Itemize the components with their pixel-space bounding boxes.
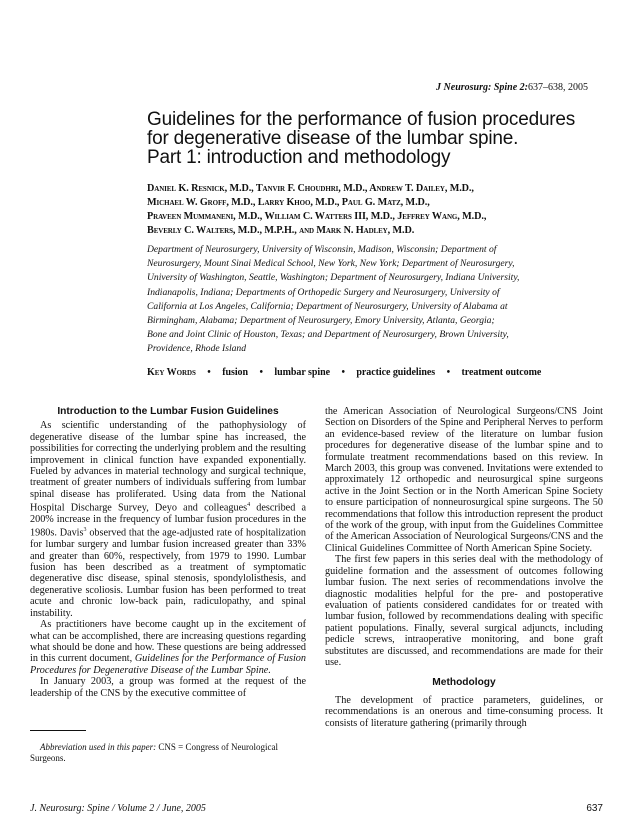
right-column (325, 406, 603, 729)
paragraph-text: described a 200% increase in the frequency of lumbar fusion procedures in the 1980s. Davis (30, 502, 306, 539)
keyword: practice guidelines (356, 367, 436, 378)
journal-citation (436, 82, 588, 93)
keyword-separator: • (259, 367, 263, 378)
reference-marker: 3 (83, 527, 87, 534)
keyword-separator: • (446, 367, 451, 378)
affiliation-line: California at Los Angeles, California; Department of Neurosurgery, University of Alabama at (147, 300, 508, 312)
paragraph: The first few papers in this series deal with the methodology of guideline formation and the assessment of outcomes following lumbar fusion. The next series of recommendations involve the diagnostic modalities helpful for the pre- and postoperative evaluation of patients considered candidates for or treated with lumbar fusion, followed by recommendations dealing with specific patient populations. Finally, several surgical adjuncts, including pedicle screws, intraoperative monitoring, and bone graft substitutes are discussed, and recommendations are made for their use. (325, 554, 603, 668)
paragraph (30, 619, 306, 676)
footnote-label: Abbreviation used in this paper: (40, 742, 157, 752)
keywords-line (147, 367, 541, 378)
footnote-divider (30, 730, 86, 731)
left-column (30, 406, 306, 699)
affiliation-line: University of Washington, Seattle, Washington; Department of Neurosurgery, Indiana University, (147, 272, 520, 284)
journal-pages: 637–638, 2005 (528, 82, 588, 93)
author-line: Beverly C. Walters, M.D., M.P.H., and Mark N. Hadley, M.D. (147, 225, 415, 236)
author-list (147, 182, 607, 238)
affiliation-line: Department of Neurosurgery, University of Wisconsin, Madison, Wisconsin; Department of (147, 244, 497, 255)
author-line: Praveen Mummaneni, M.D., William C. Watters III, M.D., Jeffrey Wang, M.D., (147, 211, 487, 222)
paragraph: the American Association of Neurological Surgeons/CNS Joint Section on Disorders of the Spine and Peripheral Nerves to perform an evidence-based review of the literature on lumbar fusion procedures for degenerative disease of the lumbar spine and to formulate treatment recommendations based on this review. In March 2003, this group was convened. Invitations were extended to approximately 12 orthopedic and neurosurgical spine surgeons active in the Joint Section or in the North American Spine Society to ensure participation of nonneurosurgical spine surgeons. The 50 recommendations that follow this introduction represent the product of the work of the group, with input from the Guidelines Committee of the American Association of Neurological Surgeons/CNS and the Clinical Guidelines Committee of North American Spine Society. (325, 406, 603, 554)
affiliation-line: Providence, Rhode Island (147, 343, 247, 355)
keyword-separator: • (341, 367, 345, 378)
author-line: Daniel K. Resnick, M.D., Tanvir F. Choudhri, M.D., Andrew T. Dailey, M.D., (147, 183, 474, 194)
affiliation-line: Neurosurgery, Mount Sinai Medical School, New York, New York; Department of Neurosurgery, (147, 258, 515, 270)
paragraph-text: observed that the age-adjusted rate of hospitalization for lumbar surgery and lumbar fusion increased greater than 33% and greater than 60%, respectively, from 1979 to 1990. Lumbar fusion has been described as a treatment of symptomatic degenerative disc disease, spinal stenosis, spondylolisthesis, and degenerative scoliosis. Lumbar fusion has been performed to treat acute and chronic low-back pain, radiculopathy, and spinal instability. (30, 527, 306, 619)
keyword-separator: • (207, 367, 211, 378)
author-line: Michael W. Groff, M.D., Larry Khoo, M.D., Paul G. Matz, M.D., (147, 197, 430, 208)
affiliation-line: Bone and Joint Clinic of Houston, Texas; and Department of Neurosurgery, Brown University, (147, 329, 509, 341)
document-title-italic: Guidelines for the Performance of Fusion Procedures for Degenerative Disease of the Lumbar Spine. (30, 653, 306, 676)
affiliation-line: Birmingham, Alabama; Department of Neurosurgery, Emory University, Atlanta, Georgia; (147, 315, 495, 327)
title-line: for degenerative disease of the lumbar spine. (147, 128, 519, 149)
paragraph: In January 2003, a group was formed at the request of the leadership of the CNS by the executive committee of (30, 676, 306, 699)
section-heading-introduction: Introduction to the Lumbar Fusion Guidelines (57, 406, 279, 417)
paragraph: The development of practice parameters, guidelines, or recommendations is an onerous and time-consuming process. It consists of literature gathering (primarily through (325, 694, 603, 729)
paragraph-text: As scientific understanding of the pathophysiology of degenerative disease of the lumbar spine has increased, the possibilities for correcting the underlying problem and the resulting improvement in clinical function have expanded exponentially. Fueled by advances in material technology and surgical technique, treatment of greater numbers of individuals suffering from lumbar spinal disease has proliferated. Using data from the National Hospital Discharge Survey, Deyo and colleagues (30, 420, 306, 514)
title-line: Guidelines for the performance of fusion procedures (147, 109, 576, 130)
keyword: lumbar spine (274, 367, 330, 378)
title-line: Part 1: introduction and methodology (147, 147, 451, 168)
page-number: 637 (586, 803, 603, 814)
paragraph-text: As practitioners have become caught up in the excitement of what can be accomplished, there are increasing questions regarding what should be done and how. These questions are being addressed in this current document, (30, 619, 306, 665)
footnote (30, 742, 306, 764)
footer-journal-info: J. Neurosurg: Spine / Volume 2 / June, 2005 (30, 803, 206, 814)
keywords-label: Key Words (147, 367, 196, 378)
paragraph (30, 420, 306, 619)
affiliation-line: Indianapolis, Indiana; Departments of Orthopedic Surgery and Neurosurgery, University of (147, 286, 500, 298)
section-heading-methodology: Methodology (432, 677, 496, 689)
keyword: treatment outcome (461, 367, 542, 378)
footnote-text: CNS = Congress of Neurological Surgeons. (30, 742, 278, 763)
journal-name: J Neurosurg: Spine 2: (436, 82, 528, 93)
paper-title (147, 110, 587, 167)
keyword: fusion (222, 367, 249, 378)
reference-marker: 4 (247, 502, 251, 509)
affiliations (147, 243, 597, 357)
